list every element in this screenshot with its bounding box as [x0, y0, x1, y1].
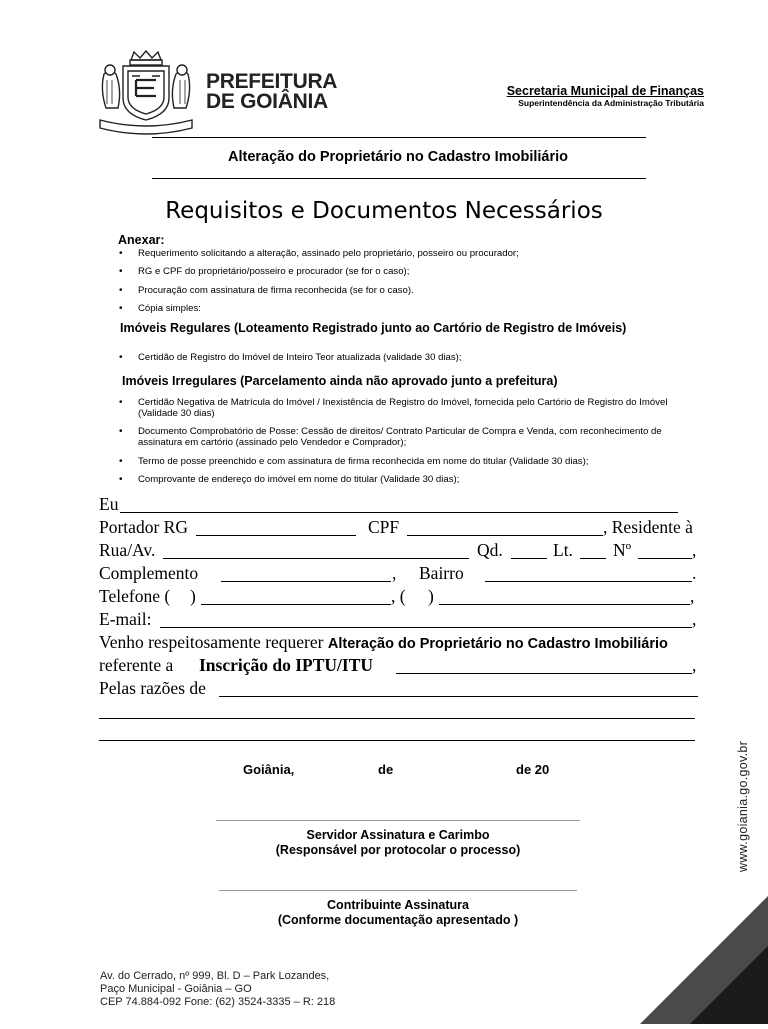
bairro-field-line[interactable] — [485, 581, 692, 582]
email-field-line[interactable] — [160, 627, 692, 628]
list-item: • Comprovante de endereço do imóvel em nome do titular (Validade 30 dias); — [138, 474, 698, 485]
anexar-label: Anexar: — [118, 233, 165, 247]
label-referente: referente a — [99, 655, 174, 675]
secretaria-name: Secretaria Municipal de Finanças — [506, 84, 704, 98]
form-title: Alteração do Proprietário no Cadastro Imobiliário — [227, 149, 568, 165]
superintendencia-name: Superintendência da Administração Tributária — [518, 98, 704, 108]
rg-field-line[interactable] — [196, 535, 356, 536]
irregulares-heading: Imóveis Irregulares (Parcelamento ainda não aprovado junto a prefeitura) — [122, 374, 558, 388]
contribuinte-signature-caption — [200, 898, 596, 928]
reasons-field-line-3[interactable] — [99, 740, 695, 741]
complemento-field-line[interactable] — [221, 581, 391, 582]
paren-close: ) — [190, 586, 196, 606]
inscricao-field-line[interactable] — [396, 673, 692, 674]
footer-address — [100, 970, 335, 1009]
label-qd: Qd. — [477, 540, 503, 560]
label-cpf: CPF — [368, 517, 400, 537]
prefeitura-brand — [206, 72, 337, 112]
label-eu: Eu — [99, 494, 119, 514]
paren-close: ) — [428, 586, 434, 606]
footer-line-1: Av. do Cerrado, nº 999, Bl. D – Park Lozandes, — [100, 970, 330, 982]
label-email: E-mail: — [99, 609, 152, 629]
label-rua: Rua/Av. — [99, 540, 156, 560]
request-text — [99, 632, 668, 653]
list-item: • Documento Comprobatório de Posse: Cessão de direitos/ Contrato Particular de Compra e Venda, com reconhecimento de assinatura em cartório (assinado pelo Vendedor e Comprador); — [138, 426, 698, 448]
name-field-line[interactable] — [120, 512, 678, 513]
date-de-1: de — [378, 762, 394, 777]
contribuinte-caption-2: (Conforme documentação apresentado ) — [277, 913, 519, 927]
comma: , — [690, 586, 695, 606]
comma: , — [692, 609, 697, 629]
servidor-caption-1: Servidor Assinatura e Carimbo — [306, 828, 490, 842]
qd-field-line[interactable] — [511, 558, 547, 559]
rua-field-line[interactable] — [163, 558, 469, 559]
label-bairro: Bairro — [419, 563, 464, 583]
corner-decoration — [640, 896, 768, 1024]
label-pelas: Pelas razões de — [99, 678, 206, 698]
lt-field-line[interactable] — [580, 558, 606, 559]
label-rg: Portador RG — [99, 517, 188, 537]
reasons-field-line-1[interactable] — [219, 696, 698, 697]
list-item: • Termo de posse preenchido e com assinatura de firma reconhecida em nome do titular (Validade 30 dias); — [138, 456, 698, 467]
reasons-field-line-2[interactable] — [99, 718, 695, 719]
footer-line-3: CEP 74.884-092 Fone: (62) 3524-3335 – R: 218 — [100, 996, 336, 1008]
website-url[interactable]: www.goiania.go.gov.br — [736, 740, 750, 872]
city-crest-logo — [96, 50, 196, 136]
phone2-field-line[interactable] — [439, 604, 690, 605]
request-subject: Alteração do Proprietário no Cadastro Imobiliário — [327, 636, 668, 652]
numero-field-line[interactable] — [638, 558, 692, 559]
list-item: • Procuração com assinatura de firma reconhecida (se for o caso). — [138, 285, 698, 296]
date-de-2: de 20 — [516, 762, 550, 777]
cpf-field-line[interactable] — [407, 535, 603, 536]
list-item: • RG e CPF do proprietário/posseiro e procurador (se for o caso); — [138, 266, 698, 277]
regulares-heading: Imóveis Regulares (Loteamento Registrado junto ao Cartório de Registro de Imóveis) — [120, 321, 627, 335]
phone1-field-line[interactable] — [201, 604, 391, 605]
label-lt: Lt. — [553, 540, 573, 560]
servidor-signature-line[interactable] — [216, 820, 580, 821]
footer-line-2: Paço Municipal - Goiânia – GO — [100, 983, 252, 995]
label-complemento: Complemento — [99, 563, 199, 583]
list-item: • Cópia simples: — [138, 303, 698, 314]
label-telefone: Telefone ( — [99, 586, 171, 606]
period: . — [692, 563, 697, 583]
label-numero: Nº — [613, 540, 632, 560]
label-inscricao: Inscrição do IPTU/ITU — [199, 655, 374, 675]
brand-line-1: PREFEITURA — [206, 70, 338, 93]
list-item: • Requerimento solicitando a alteração, assinado pelo proprietário, posseiro ou procurador; — [138, 248, 698, 259]
label-residente: , Residente à — [603, 517, 693, 537]
title-rule-top — [152, 137, 646, 138]
date-city: Goiânia, — [243, 762, 295, 777]
paren-open: , ( — [391, 586, 406, 606]
secretaria-block — [507, 84, 704, 108]
request-prefix: Venho respeitosamente requerer — [99, 632, 324, 652]
servidor-caption-2: (Responsável por protocolar o processo) — [275, 843, 521, 857]
contribuinte-signature-line[interactable] — [219, 890, 577, 891]
servidor-signature-caption — [200, 828, 596, 858]
comma: , — [392, 563, 397, 583]
brand-line-2: DE GOIÂNIA — [206, 90, 328, 113]
requirements-title: Requisitos e Documentos Necessários — [165, 198, 603, 224]
title-rule-bottom — [152, 178, 646, 179]
list-item: • Certidão Negativa de Matrícula do Imóvel / Inexistência de Registro do Imóvel, fornecida pelo Cartório de Registro do Imóvel (Validade 30 dias) — [138, 397, 698, 419]
list-item: • Certidão de Registro do Imóvel de Inteiro Teor atualizada (validade 30 dias); — [138, 352, 698, 363]
contribuinte-caption-1: Contribuinte Assinatura — [327, 898, 469, 912]
comma: , — [692, 540, 697, 560]
comma: , — [692, 655, 697, 675]
